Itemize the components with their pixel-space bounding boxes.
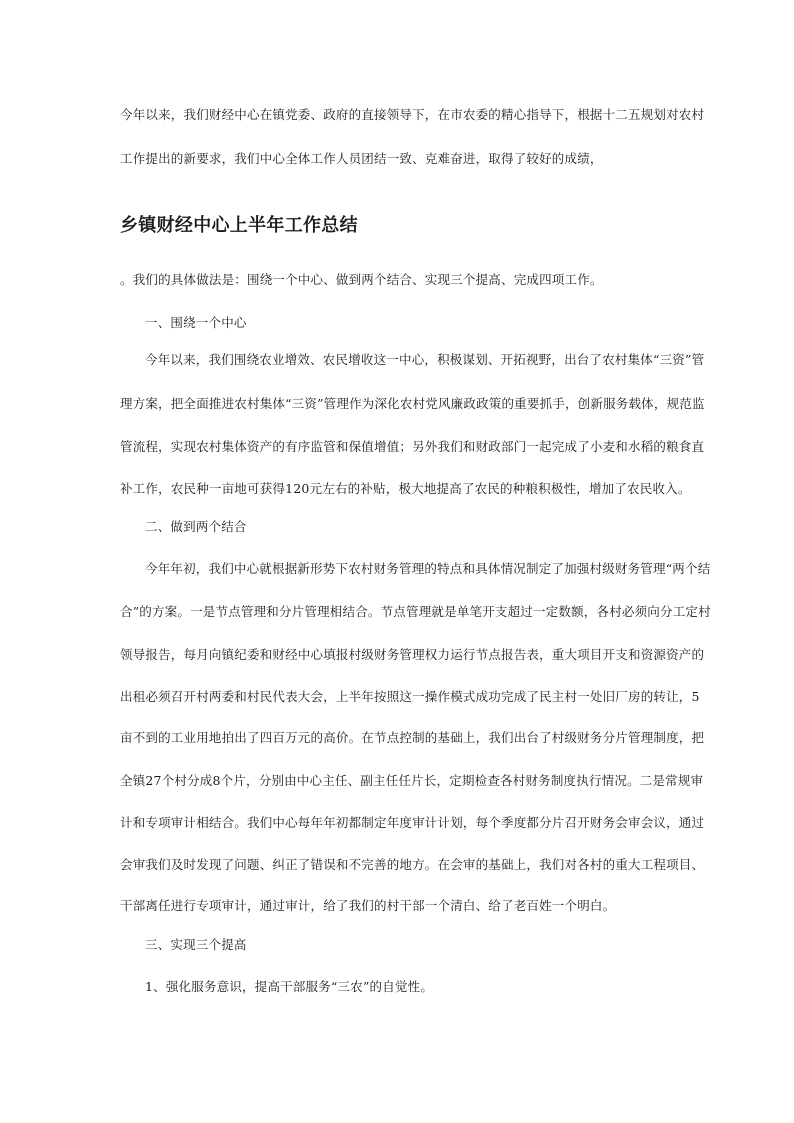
section-2-line-7: 计和专项审计相结合。我们中心每年年初都制定年度审计计划，每个季度都分片召开财务会审会议，通过: [120, 815, 705, 830]
section-1-line-3: 管流程，实现农村集体资产的有序监管和保值增值；另外我们和财政部门一起完成了小麦和水稻的粮食直: [120, 439, 705, 454]
section-1-line-4: 补工作，农民种一亩地可获得120元左右的补贴，极大地提高了农民的种粮积极性，增加了农民收入。: [120, 481, 691, 496]
section-2-line-8: 会审我们及时发现了问题、纠正了错误和不完善的地方。在会审的基础上，我们对各村的重大工程项目、: [120, 857, 705, 872]
summary-paragraph: 。我们的具体做法是：围绕一个中心、做到两个结合、实现三个提高、完成四项工作。: [120, 272, 603, 287]
section-3-item-1: 1、强化服务意识，提高干部服务“三农”的自觉性。: [145, 979, 434, 994]
section-2-line-6: 全镇27个村分成8个片，分别由中心主任、副主任任片长，定期检查各村财务制度执行情况。二是常规审: [120, 773, 704, 788]
section-2-line-2: 合”的方案。一是节点管理和分片管理相结合。节点管理就是单笔开支超过一定数额，各村必须向分工定村: [120, 604, 711, 619]
section-2-line-5: 亩不到的工业用地拍出了四百万元的高价。在节点控制的基础上，我们出台了村级财务分片管理制度，把: [120, 730, 705, 745]
section-2-line-4: 出租必须召开村两委和村民代表大会，上半年按照这一操作模式成功完成了民主村一处旧厂房的转让，5: [120, 689, 700, 704]
section-2-line-3: 领导报告，每月向镇纪委和财经中心填报村级财务管理权力运行节点报告表，重大项目开支和资源资产的: [120, 647, 705, 662]
section-1-line-2: 理方案，把全面推进农村集体“三资”管理作为深化农村党风廉政政策的重要抓手，创新服务载体，规范监: [120, 396, 705, 411]
section-3-heading: 三、实现三个提高: [145, 937, 247, 952]
section-2-line-1: 今年年初，我们中心就根据新形势下农村财务管理的特点和具体情况制定了加强村级财务管理“两个结: [145, 561, 711, 576]
intro-line-2: 工作提出的新要求，我们中心全体工作人员团结一致、克难奋进，取得了较好的成绩，: [120, 151, 603, 166]
section-1-line-1: 今年以来，我们围绕农业增效、农民增收这一中心，积极谋划、开拓视野，出台了农村集体“三资”管: [145, 352, 705, 367]
document-title: 乡镇财经中心上半年工作总结: [120, 215, 358, 236]
section-2-line-9: 干部离任进行专项审计，通过审计，给了我们的村干部一个清白、给了老百姓一个明白。: [120, 898, 616, 913]
section-1-heading: 一、围绕一个中心: [145, 315, 247, 330]
section-2-heading: 二、做到两个结合: [145, 519, 247, 534]
intro-line-1: 今年以来，我们财经中心在镇党委、政府的直接领导下，在市农委的精心指导下，根据十二五规划对农村: [120, 107, 705, 122]
